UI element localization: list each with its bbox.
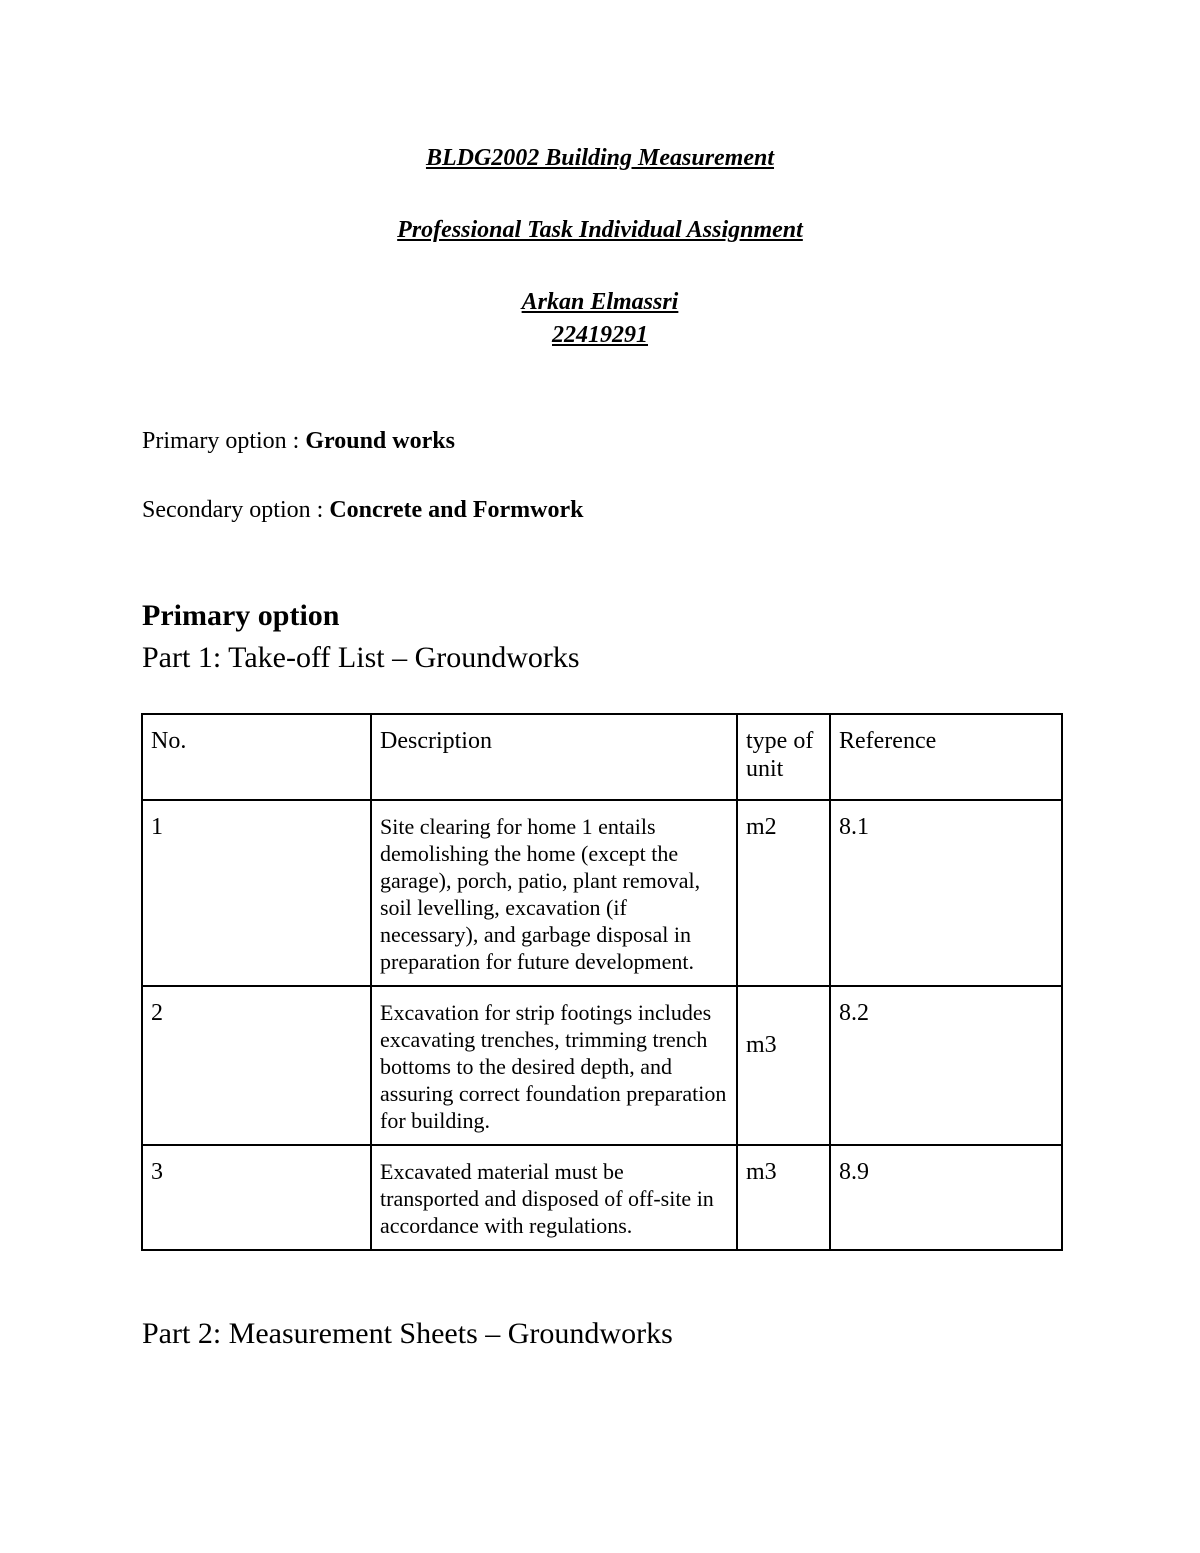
header-no: No. [142,714,371,800]
row-description: Excavated material must be transported and disposed of off-site in accordance with regulations. [371,1145,737,1250]
row-description: Excavation for strip footings includes excavating trenches, trimming trench bottoms to the desired depth, and assuring correct foundation preparation for building. [371,986,737,1145]
header-description: Description [371,714,737,800]
primary-option-value: Ground works [305,428,455,454]
course-title: BLDG2002 Building Measurement [425,145,775,171]
secondary-option-line [142,495,584,525]
takeoff-table [141,713,1063,1251]
student-name: Arkan Elmassri [521,289,679,315]
assignment-title: Professional Task Individual Assignment [397,217,803,243]
row-no: 1 [142,800,371,986]
secondary-option-value: Concrete and Formwork [329,497,584,523]
row-unit: m3 [737,986,830,1145]
table-header-row [142,714,1062,800]
table-row [142,1145,1062,1250]
row-reference: 8.9 [830,1145,1062,1250]
part2-title: Part 2: Measurement Sheets – Groundworks [142,1317,673,1350]
table-row [142,800,1062,986]
section-heading: Primary option [142,599,340,632]
table-row [142,986,1062,1145]
row-no: 2 [142,986,371,1145]
primary-option-label: Primary option : [142,428,306,454]
row-reference: 8.1 [830,800,1062,986]
secondary-option-label: Secondary option : [142,497,330,523]
primary-option-line [142,426,455,456]
student-id: 22419291 [552,322,648,348]
header-reference: Reference [830,714,1062,800]
row-description: Site clearing for home 1 entails demolishing the home (except the garage), porch, patio, plant removal, soil levelling, excavation (if necessary), and garbage disposal in preparation for future development. [371,800,737,986]
row-unit: m2 [737,800,830,986]
row-reference: 8.2 [830,986,1062,1145]
header-unit: type of unit [737,714,830,800]
row-no: 3 [142,1145,371,1250]
row-unit: m3 [737,1145,830,1250]
part1-title: Part 1: Take-off List – Groundworks [142,641,580,674]
